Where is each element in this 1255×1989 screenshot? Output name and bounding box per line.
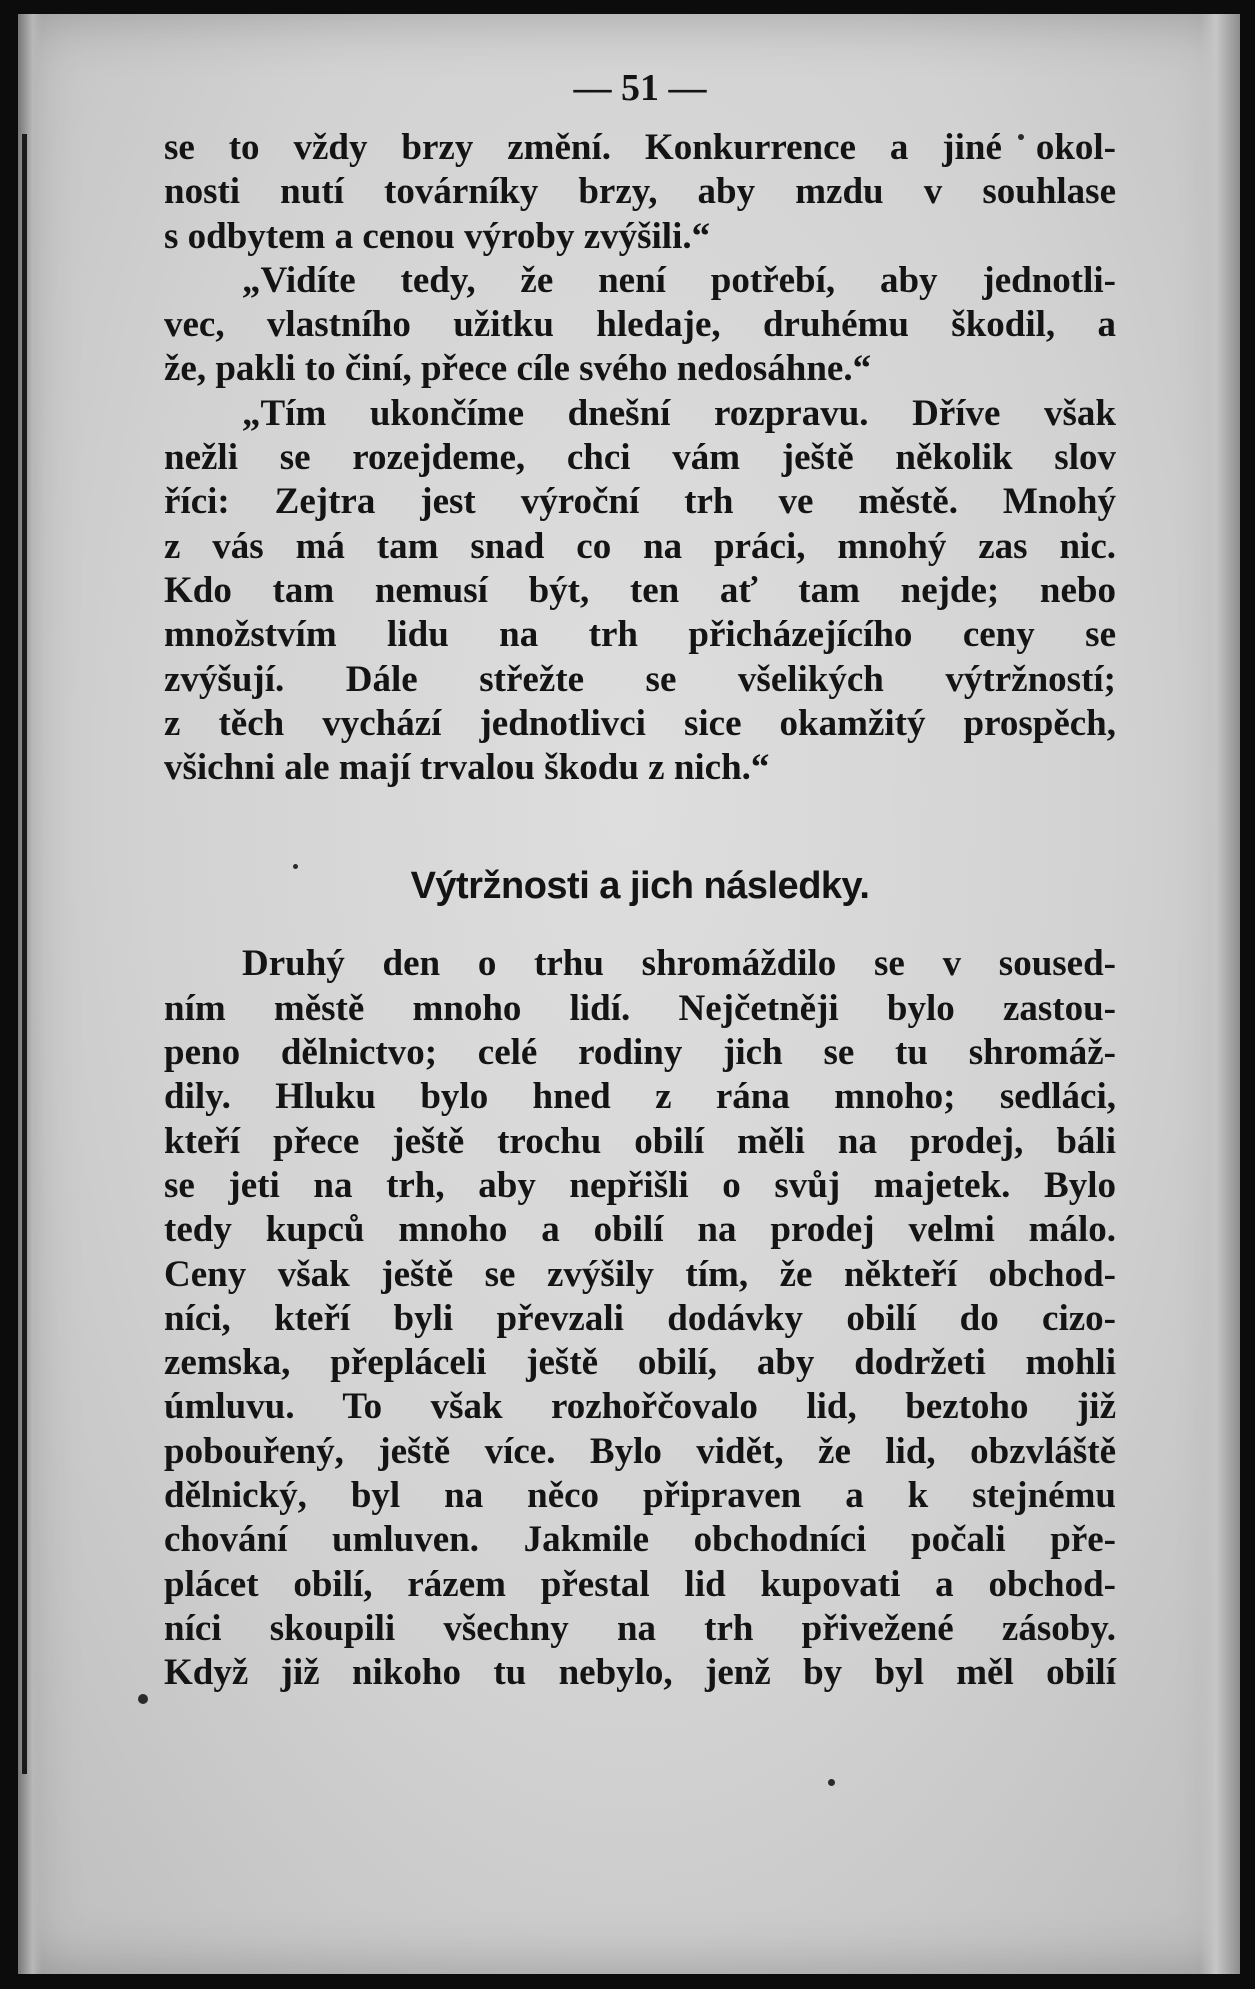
text-line: dily. Hluku bylo hned z rána mnoho; sedláci, [164, 1076, 1116, 1118]
text-line: vec, vlastního užitku hledaje, druhému škodil, a [164, 304, 1116, 346]
text-line: „Vidíte tedy, že není potřebí, aby jednotli- [242, 259, 1116, 301]
paragraph-2 [164, 259, 1116, 392]
text-line: množstvím lidu na trh přicházejícího ceny se [164, 614, 1116, 656]
text-line: zvýšují. Dále střežte se všelikých výtržností; [164, 658, 1116, 700]
text-line: z těch vychází jednotlivci sice okamžitý prospěch, [164, 702, 1116, 744]
text-line: říci: Zejtra jest výroční trh ve městě. Mnohý [164, 481, 1116, 523]
text-line: ním městě mnoho lidí. Nejčetněji bylo zastou- [164, 987, 1116, 1029]
paragraph-3 [164, 392, 1116, 791]
text-line: úmluvu. To však rozhořčovalo lid, beztoho již [164, 1386, 1116, 1428]
paragraph-1 [164, 126, 1116, 259]
text-line: níci skoupili všechny na trh přivežené zásoby. [164, 1607, 1116, 1649]
text-line: níci, kteří byli převzali dodávky obilí do cizo- [164, 1297, 1116, 1339]
margin-rule [22, 134, 27, 1774]
text-line: Kdo tam nemusí být, ten ať tam nejde; nebo [164, 569, 1116, 611]
page-text [164, 66, 1116, 1696]
paper-sheet [18, 14, 1240, 1974]
page-edge-shadow [1200, 14, 1240, 1974]
text-line: pobouřený, ještě více. Bylo vidět, že lid, obzvláště [164, 1430, 1116, 1472]
text-line: „Tím ukončíme dnešní rozpravu. Dříve však [242, 392, 1116, 434]
text-line: s odbytem a cenou výroby zvýšili.“ [164, 215, 711, 257]
text-line: z vás má tam snad co na práci, mnohý zas nic. [164, 525, 1116, 567]
ink-speck [828, 1779, 835, 1786]
text-line: všichni ale mají trvalou škodu z nich.“ [164, 747, 770, 789]
text-line: se jeti na trh, aby nepřišli o svůj majetek. Bylo [164, 1164, 1116, 1206]
paragraph-4 [164, 942, 1116, 1695]
text-line: zemska, přepláceli ještě obilí, aby dodržeti mohli [164, 1342, 1116, 1384]
text-line: tedy kupců mnoho a obilí na prodej velmi málo. [164, 1209, 1116, 1251]
text-line: nosti nutí továrníky brzy, aby mzdu v souhlase [164, 171, 1116, 213]
text-line: Když již nikoho tu nebylo, jenž by byl měl obilí [164, 1652, 1116, 1694]
text-line: nežli se rozejdeme, chci vám ještě několik slov [164, 437, 1116, 479]
text-line: že, pakli to činí, přece cíle svého nedosáhne.“ [164, 348, 872, 390]
ink-speck [138, 1694, 148, 1704]
text-line: Ceny však ještě se zvýšily tím, že někteří obchod- [164, 1253, 1116, 1295]
text-line: dělnický, byl na něco připraven a k stejnému [164, 1475, 1116, 1517]
page-number: — 51 — [573, 67, 707, 109]
text-line: se to vždy brzy změní. Konkurrence a jiné okol- [164, 127, 1116, 168]
text-line: Druhý den o trhu shromáždilo se v soused- [242, 943, 1116, 985]
text-line: plácet obilí, rázem přestal lid kupovati a obchod- [164, 1563, 1116, 1605]
section-heading: Výtržnosti a jich následky. [410, 865, 870, 908]
text-line: kteří přece ještě trochu obilí měli na prodej, báli [164, 1120, 1116, 1162]
text-line: chování umluven. Jakmile obchodníci počali pře- [164, 1519, 1116, 1561]
text-line: peno dělnictvo; celé rodiny jich se tu shromáž- [164, 1032, 1116, 1074]
